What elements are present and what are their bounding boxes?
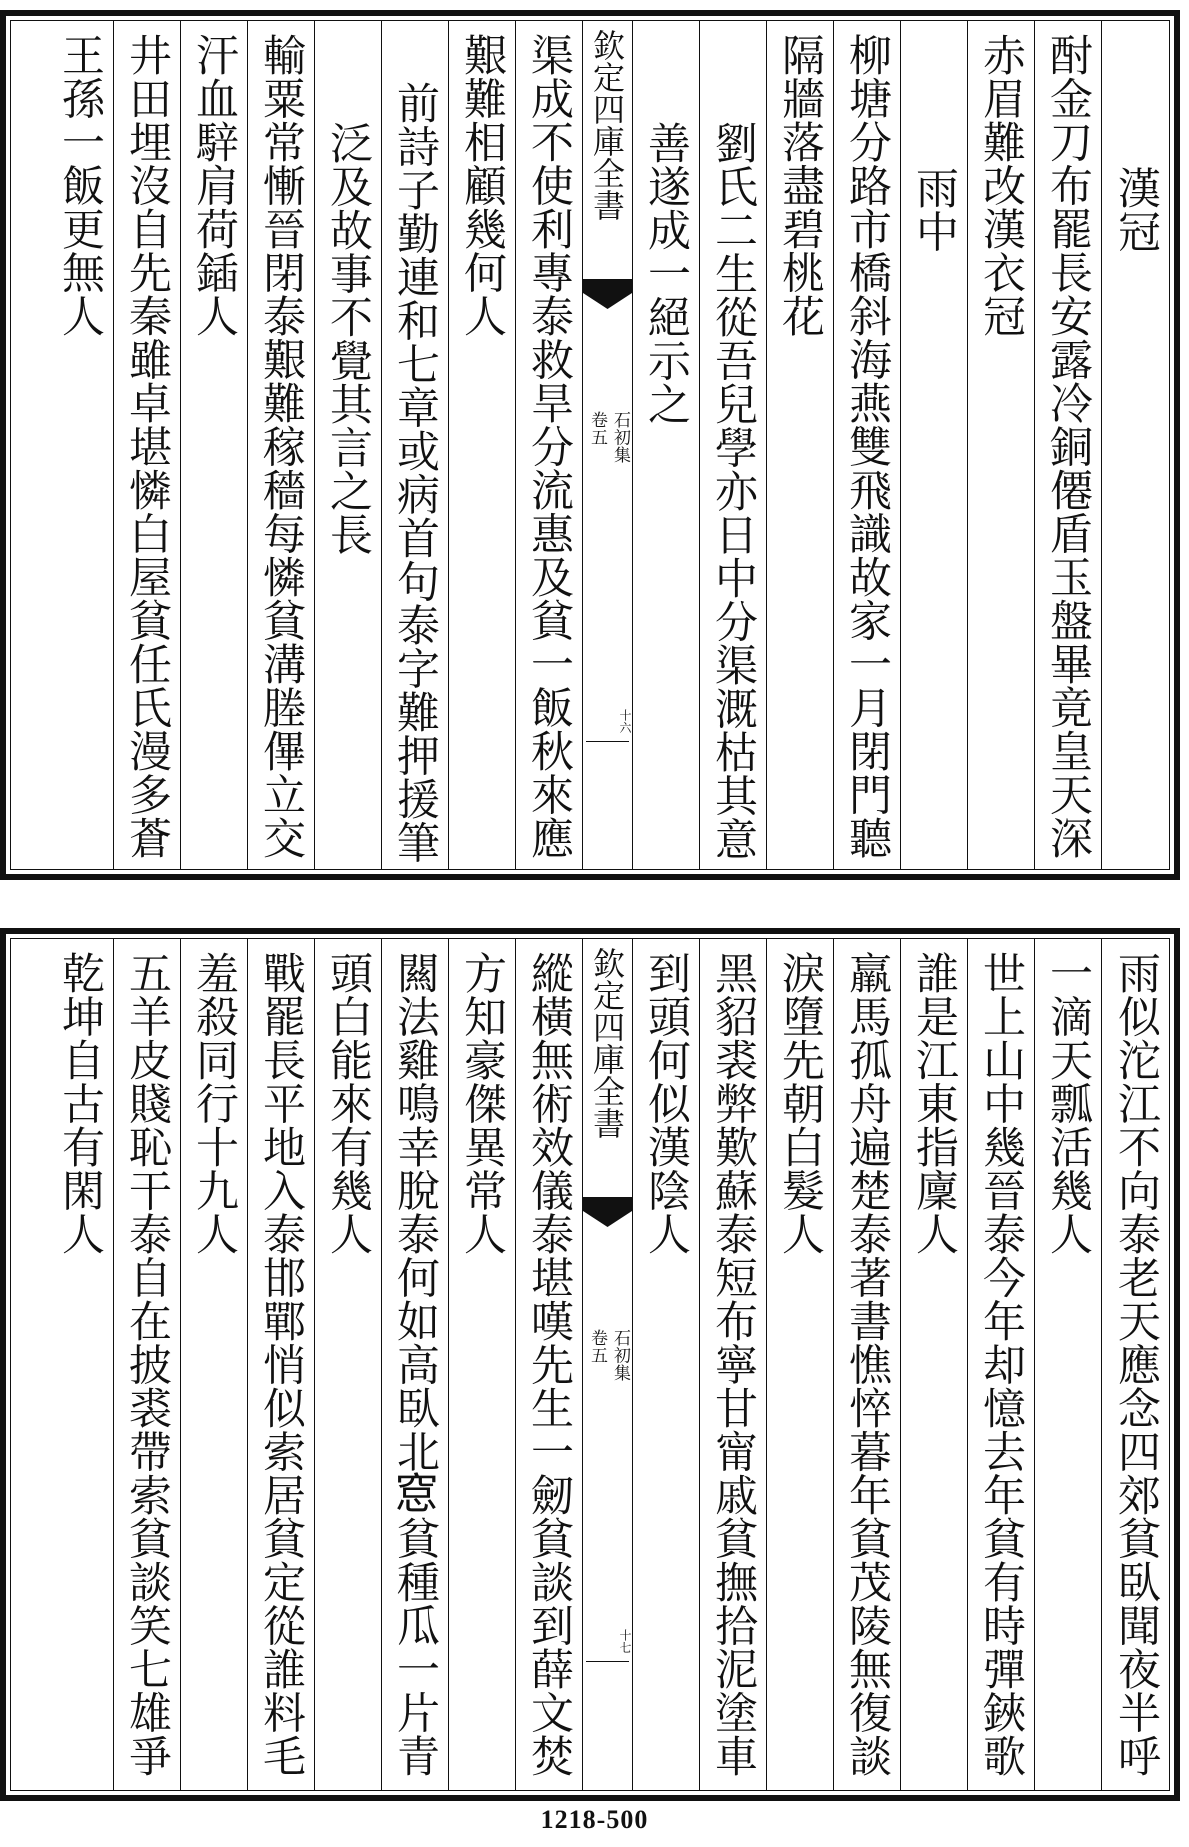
bottom-fishtail-mark bbox=[583, 1197, 632, 1233]
bottom-volume-label: 卷五 bbox=[587, 1329, 607, 1364]
top-col-r4: 雨中 bbox=[901, 21, 968, 869]
top-page bbox=[0, 10, 1180, 880]
top-page-inner-frame bbox=[10, 20, 1170, 870]
bottom-col-l3: 闗法雞鳴幸脫泰何如高臥北𥦗貧種瓜一片青 bbox=[382, 939, 449, 1790]
page-number: 1218-500 bbox=[540, 1805, 649, 1834]
top-col-l1: 渠成不使利專泰救旱分流惠及貧一飯秋來應 bbox=[516, 21, 583, 869]
bottom-col-l6: 羞殺同行十九人 bbox=[181, 939, 248, 1790]
bottom-leaf-rule bbox=[586, 1661, 629, 1662]
top-center-column bbox=[583, 21, 633, 869]
bottom-col-l2: 方知豪傑異常人 bbox=[449, 939, 516, 1790]
bottom-book-name: 石初集 bbox=[610, 1329, 630, 1382]
top-leaf-number: 十六 bbox=[618, 709, 632, 734]
bottom-col-r8: 到頭何似漢陰人 bbox=[633, 939, 700, 1790]
top-col-l8: 王孫一飯更無人 bbox=[47, 21, 114, 869]
top-book-name: 石初集 bbox=[610, 411, 630, 464]
top-col-r7: 劉氏二生從吾兒學亦日中分渠溉枯其意 bbox=[700, 21, 767, 869]
top-col-l4: 泛及故事不覺其言之長 bbox=[315, 21, 382, 869]
top-col-l3: 前詩子勤連和七章或病首句泰字難押援筆 bbox=[382, 21, 449, 869]
top-col-l6: 汗血騂肩荷鍤人 bbox=[181, 21, 248, 869]
top-col-l5: 輸粟常慚晉閉泰艱難稼穡每憐貧溝塍𠌫立交 bbox=[248, 21, 315, 869]
top-col-r8: 善遂成一絕示之 bbox=[633, 21, 700, 869]
top-book-title: 欽定四庫全書 bbox=[588, 29, 626, 221]
bottom-col-l4: 頭白能來有幾人 bbox=[315, 939, 382, 1790]
top-col-r2: 酎金刀布罷長安露冷銅僊盾玉盤畢竟皇天深 bbox=[1035, 21, 1102, 869]
bottom-col-l7: 五羊皮賤恥干泰自在披裘帶索貧談笑七雄爭 bbox=[114, 939, 181, 1790]
top-volume-label: 卷五 bbox=[587, 411, 607, 446]
top-leaf-rule bbox=[586, 741, 629, 742]
bottom-center-column bbox=[583, 939, 633, 1790]
bottom-col-r7: 黑貂裘弊歎蘇泰短布寧甘甯戚貧撫拾泥塗車 bbox=[700, 939, 767, 1790]
top-col-r3: 赤眉難改漢衣冠 bbox=[968, 21, 1035, 869]
bottom-col-r2: 一滴天瓢活幾人 bbox=[1035, 939, 1102, 1790]
bottom-leaf-number: 十七 bbox=[618, 1629, 632, 1654]
top-col-l2: 艱難相顧幾何人 bbox=[449, 21, 516, 869]
bottom-col-r4: 誰是江東指廩人 bbox=[901, 939, 968, 1790]
bottom-col-r3: 世上山中幾晉泰今年却憶去年貧有時彈鋏歌 bbox=[968, 939, 1035, 1790]
bottom-page bbox=[0, 928, 1180, 1801]
bottom-book-title: 欽定四庫全書 bbox=[588, 947, 626, 1139]
bottom-col-l5: 戰罷長平地入泰邯鄲悄似索居貧定從誰料毛 bbox=[248, 939, 315, 1790]
top-col-r5: 柳塘分路市橋斜海燕雙飛識故家一月閉門聽 bbox=[834, 21, 901, 869]
bottom-col-l1: 縱橫無術效儀泰堪嘆先生一劒貧談到薛文焚 bbox=[516, 939, 583, 1790]
top-fishtail-mark bbox=[583, 279, 632, 315]
bottom-col-l8: 乾坤自古有閑人 bbox=[47, 939, 114, 1790]
bottom-col-r6: 淚墮先朝白髮人 bbox=[767, 939, 834, 1790]
top-col-r6: 隔牆落盡碧桃花 bbox=[767, 21, 834, 869]
top-col-r1: 漢冠 bbox=[1111, 166, 1161, 253]
bottom-page-inner-frame bbox=[10, 938, 1170, 1791]
top-col-l7: 井田埋沒自先秦雖卓堪憐白屋貧任氏漫多蒼 bbox=[114, 21, 181, 869]
bottom-col-r1: 雨似沱江不向泰老天應念四郊貧臥聞夜半呼 bbox=[1111, 951, 1161, 1778]
bottom-col-r5: 羸馬孤舟遍楚泰著書憔悴暮年貧茂陵無復談 bbox=[834, 939, 901, 1790]
